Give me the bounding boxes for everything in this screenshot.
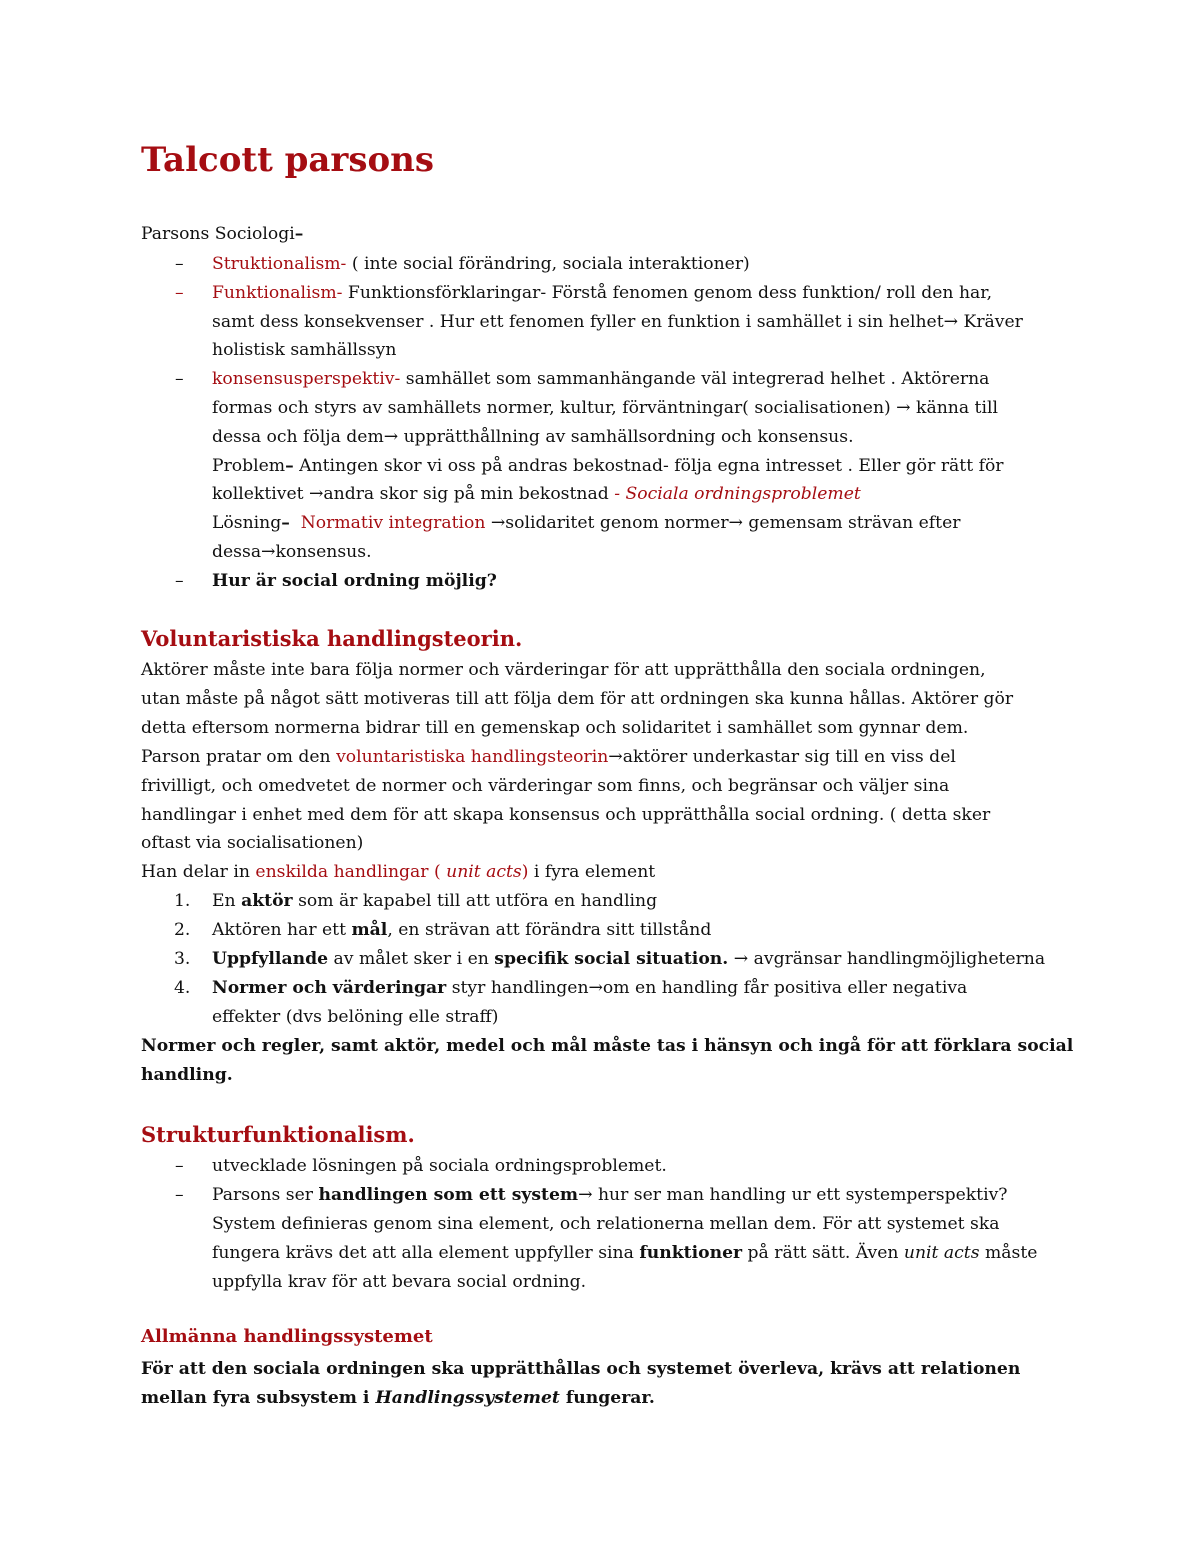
bullet-text-line: uppfylla krav för att bevara social ordning. [212, 1272, 587, 1292]
paragraph-text: →aktörer underkastar sig till en viss del [608, 747, 956, 767]
paragraph-line: oftast via socialisationen) [141, 833, 364, 853]
list-text: , en strävan att förändra sitt tillstånd [387, 920, 712, 940]
term-close-paren: ) [521, 862, 529, 882]
bullet-marker: – [175, 283, 184, 303]
term-struktionalism: Struktionalism- [212, 254, 347, 274]
term-normativ-integration: Normativ integration [300, 513, 486, 533]
summary-line: handling. [141, 1065, 233, 1085]
problem-dash: – [285, 456, 294, 476]
list-item-4 [212, 974, 967, 1003]
losning-label: Lösning [212, 513, 282, 533]
list-number: 3. [174, 949, 191, 969]
problem-label: Problem [212, 456, 286, 476]
list-item-2 [212, 916, 711, 945]
term-sociala-ordningsproblemet: - Sociala ordningsproblemet [614, 484, 861, 504]
paragraph-line: utan måste på något sätt motiveras till att följa dem för att ordningen ska kunna hållas. Aktörer gör [141, 689, 1014, 709]
bullet-konsensusperspektiv [212, 365, 989, 394]
list-bold: Uppfyllande [212, 949, 329, 969]
bullet-marker: – [175, 369, 184, 389]
paragraph-line: frivilligt, och omedvetet de normer och värderingar som finns, och begränsar och väljer sina [141, 776, 950, 796]
list-text: av målet sker i en [328, 949, 495, 969]
list-text: En [212, 891, 242, 911]
paragraph-text: i fyra element [528, 862, 656, 882]
bullet-funktionalism [212, 279, 992, 308]
section-heading-strukturfunktionalism: Strukturfunktionalism. [141, 1122, 415, 1147]
losning-dash: – [281, 513, 290, 533]
page-title: Talcott parsons [141, 140, 435, 180]
losning-text: →solidaritet genom normer→ gemensam strävan efter [485, 513, 961, 533]
bullet-text-line: formas och styrs av samhällets normer, kultur, förväntningar( socialisationen) → känna till [212, 398, 998, 418]
list-item-3 [212, 945, 1045, 974]
paragraph-line [141, 743, 956, 772]
losning-space [290, 513, 301, 533]
losning-line [212, 509, 960, 538]
bullet-text-line: System definieras genom sina element, och relationerna mellan dem. För att systemet ska [212, 1214, 1000, 1234]
bullet-text-line [212, 1239, 1037, 1268]
list-bold: mål [351, 920, 388, 940]
term-enskilda-handlingar: enskilda handlingar ( [255, 862, 447, 882]
intro-dash: – [294, 224, 304, 244]
section-heading-voluntaristiska: Voluntaristiska handlingsteorin. [141, 626, 523, 651]
bullet-text: fungera krävs det att alla element uppfyller sina [212, 1243, 640, 1263]
problem-text: kollektivet →andra skor sig på min bekostnad [212, 484, 615, 504]
bullet-text: ( inte social förändring, sociala interaktioner) [346, 254, 750, 274]
bullet-marker: – [175, 1185, 184, 1205]
bullet-struktionalism [212, 250, 750, 279]
bold-text: fungerar. [559, 1388, 655, 1408]
paragraph-line [141, 858, 655, 887]
list-item-4-line-2: effekter (dvs belöning elle straff) [212, 1007, 499, 1027]
bullet-marker: – [175, 254, 184, 274]
bullet-text-line: samt dess konsekvenser . Hur ett fenomen fyller en funktion i samhället i sin helhet→ Kräver [212, 312, 1023, 332]
intro-line [141, 220, 303, 249]
section-heading-allmanna: Allmänna handlingssystemet [141, 1326, 433, 1347]
summary-line: Normer och regler, samt aktör, medel och mål måste tas i hänsyn och ingå för att förklara social [141, 1036, 1074, 1056]
term-voluntaristiska-handlingsteorin: voluntaristiska handlingsteorin [336, 747, 609, 767]
list-number: 1. [174, 891, 191, 911]
list-text: som är kapabel till att utföra en handling [292, 891, 658, 911]
bullet-text: Parsons ser [212, 1185, 319, 1205]
term-funktionalism: Funktionalism- [212, 283, 343, 303]
paragraph-line: handlingar i enhet med dem för att skapa konsensus och upprätthålla social ordning. ( detta sker [141, 805, 991, 825]
list-bold: Normer och värderingar [212, 978, 447, 998]
intro-label: Parsons Sociologi [141, 224, 295, 244]
list-bold: aktör [241, 891, 293, 911]
losning-line-2: dessa→konsensus. [212, 542, 372, 562]
bullet-utvecklade: utvecklade lösningen på sociala ordningsproblemet. [212, 1156, 667, 1176]
problem-text: Antingen skor vi oss på andras bekostnad- följa egna intresset . Eller gör rätt för [293, 456, 1004, 476]
list-text: → avgränsar handlingmöjligheterna [728, 949, 1046, 969]
paragraph-line: detta eftersom normerna bidrar till en gemenskap och solidaritet i samhället som gynnar dem. [141, 718, 969, 738]
bullet-text: Funktionsförklaringar- Förstå fenomen genom dess funktion/ roll den har, [342, 283, 993, 303]
bold-text: mellan fyra subsystem i [141, 1388, 376, 1408]
paragraph-text: Han delar in [141, 862, 256, 882]
bullet-marker: – [175, 1156, 184, 1176]
bullet-text: på rätt sätt. Även [742, 1243, 904, 1263]
bullet-bold: funktioner [639, 1243, 743, 1263]
list-number: 2. [174, 920, 191, 940]
bullet-text: samhället som sammanhängande väl integrerad helhet . Aktörerna [400, 369, 990, 389]
term-unit-acts: unit acts [446, 862, 522, 882]
bold-paragraph-line [141, 1384, 655, 1413]
bullet-question: Hur är social ordning möjlig? [212, 571, 497, 591]
bold-paragraph-line: För att den sociala ordningen ska upprätthållas och systemet överleva, krävs att relationen [141, 1359, 1021, 1379]
bullet-bold: handlingen som ett system [318, 1185, 579, 1205]
term-konsensusperspektiv: konsensusperspektiv- [212, 369, 401, 389]
bullet-text-line: holistisk samhällssyn [212, 340, 397, 360]
problem-line [212, 452, 1004, 481]
bullet-text: måste [979, 1243, 1038, 1263]
list-text: Aktören har ett [212, 920, 352, 940]
paragraph-line: Aktörer måste inte bara följa normer och värderingar för att upprätthålla den sociala ordningen, [141, 660, 986, 680]
bullet-text: → hur ser man handling ur ett systemperspektiv? [578, 1185, 1008, 1205]
list-item-1 [212, 887, 657, 916]
bullet-marker: – [175, 571, 184, 591]
list-bold: specifik social situation. [494, 949, 729, 969]
bold-italic-text: Handlings [375, 1388, 475, 1408]
bullet-system [212, 1181, 1008, 1210]
bullet-text-line: dessa och följa dem→ upprätthållning av samhällsordning och konsensus. [212, 427, 854, 447]
paragraph-text: Parson pratar om den [141, 747, 337, 767]
bullet-italic: unit acts [903, 1243, 980, 1263]
list-text: styr handlingen→om en handling får positiva eller negativa [446, 978, 968, 998]
bold-italic-text: systemet [474, 1388, 560, 1408]
list-number: 4. [174, 978, 191, 998]
problem-line-2 [212, 480, 861, 509]
